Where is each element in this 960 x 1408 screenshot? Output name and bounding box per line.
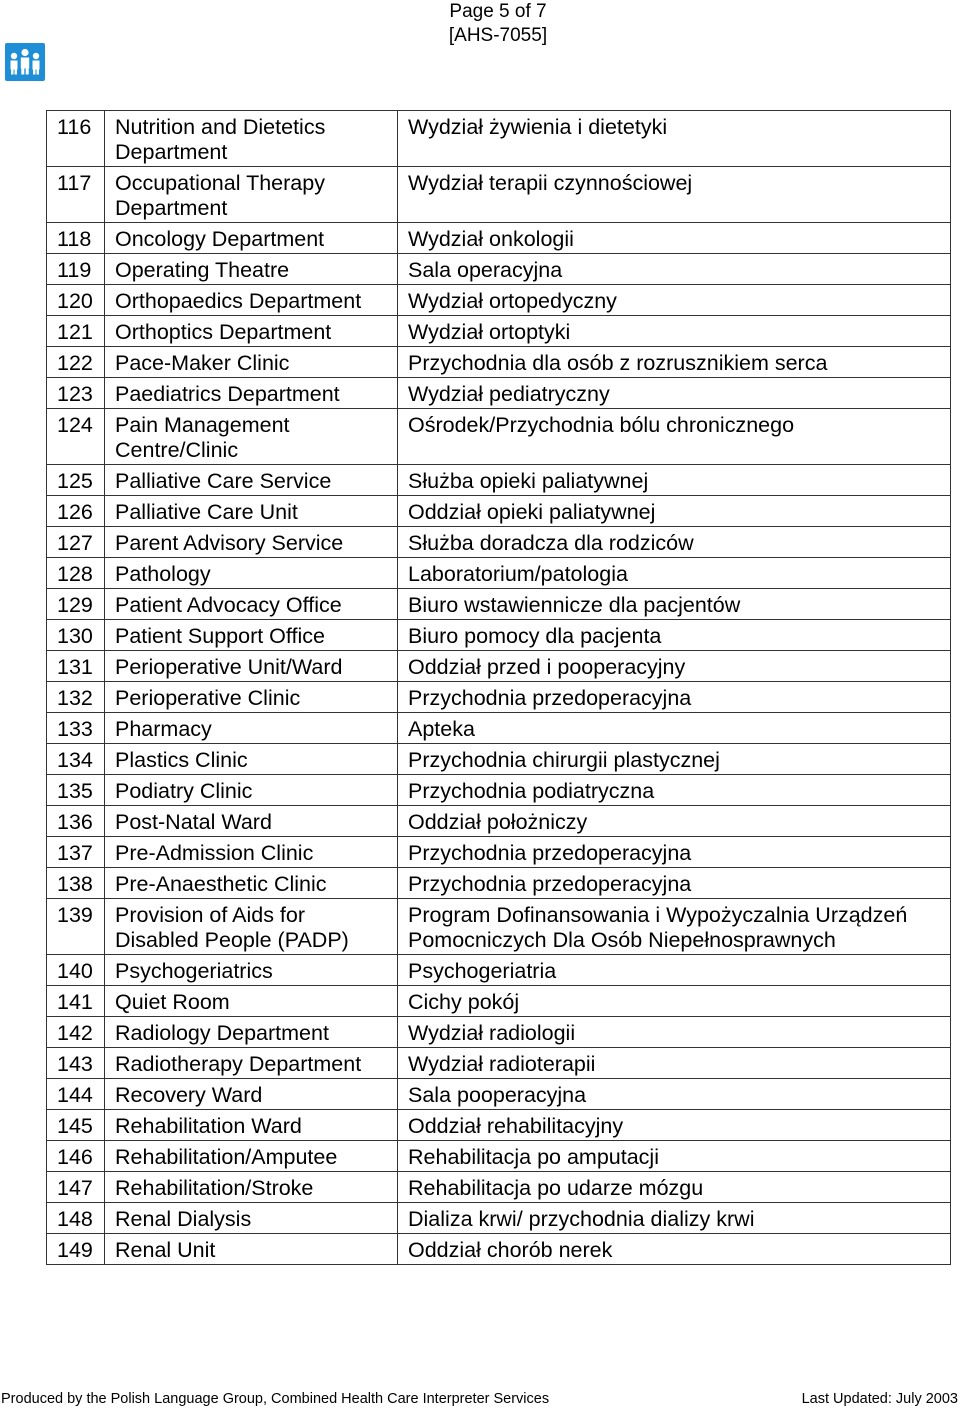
entry-number: 139 [47,899,105,955]
english-term: Orthoptics Department [105,316,398,347]
entry-number: 133 [47,713,105,744]
entry-number: 142 [47,1017,105,1048]
english-term: Paediatrics Department [105,378,398,409]
english-term: Parent Advisory Service [105,527,398,558]
table-row [47,409,951,465]
entry-number: 125 [47,465,105,496]
entry-number: 121 [47,316,105,347]
table-row [47,285,951,316]
english-term: Palliative Care Unit [105,496,398,527]
english-term: Orthopaedics Department [105,285,398,316]
table-row [47,1110,951,1141]
table-row [47,775,951,806]
polish-term: Służba doradcza dla rodziców [398,527,951,558]
english-term: Palliative Care Service [105,465,398,496]
english-term: Perioperative Clinic [105,682,398,713]
table-row [47,254,951,285]
entry-number: 126 [47,496,105,527]
english-term: Renal Unit [105,1234,398,1265]
english-term: Rehabilitation/Stroke [105,1172,398,1203]
table-row [47,1079,951,1110]
polish-term: Wydział terapii czynnościowej [398,167,951,223]
polish-term: Program Dofinansowania i Wypożyczalnia Urządzeń Pomocniczych Dla Osób Niepełnosprawnych [398,899,951,955]
footer-last-updated: Last Updated: July 2003 [801,1391,958,1407]
english-term: Oncology Department [105,223,398,254]
footer-credit: Produced by the Polish Language Group, Combined Health Care Interpreter Services [1,1391,550,1407]
table-row [47,986,951,1017]
polish-term: Laboratorium/patologia [398,558,951,589]
entry-number: 148 [47,1203,105,1234]
entry-number: 149 [47,1234,105,1265]
polish-term: Rehabilitacja po amputacji [398,1141,951,1172]
polish-term: Rehabilitacja po udarze mózgu [398,1172,951,1203]
entry-number: 123 [47,378,105,409]
organization-logo [5,43,45,81]
english-term: Post-Natal Ward [105,806,398,837]
table-row [47,1017,951,1048]
polish-term: Wydział żywienia i dietetyki [398,111,951,167]
table-row [47,682,951,713]
english-term: Podiatry Clinic [105,775,398,806]
entry-number: 132 [47,682,105,713]
english-term: Radiology Department [105,1017,398,1048]
polish-term: Apteka [398,713,951,744]
table-row [47,1172,951,1203]
polish-term: Wydział radiologii [398,1017,951,1048]
polish-term: Sala pooperacyjna [398,1079,951,1110]
polish-term: Ośrodek/Przychodnia bólu chronicznego [398,409,951,465]
table-row [47,496,951,527]
table-row [47,1141,951,1172]
entry-number: 140 [47,955,105,986]
entry-number: 143 [47,1048,105,1079]
polish-term: Wydział radioterapii [398,1048,951,1079]
table-row [47,713,951,744]
english-term: Plastics Clinic [105,744,398,775]
entry-number: 146 [47,1141,105,1172]
english-term: Perioperative Unit/Ward [105,651,398,682]
polish-term: Przychodnia przedoperacyjna [398,868,951,899]
polish-term: Przychodnia przedoperacyjna [398,682,951,713]
table-row [47,837,951,868]
entry-number: 124 [47,409,105,465]
polish-term: Przychodnia dla osób z rozrusznikiem serca [398,347,951,378]
table-row [47,347,951,378]
people-group-icon [5,43,45,81]
polish-term: Oddział rehabilitacyjny [398,1110,951,1141]
polish-term: Przychodnia chirurgii plastycznej [398,744,951,775]
english-term: Pre-Anaesthetic Clinic [105,868,398,899]
polish-term: Wydział onkologii [398,223,951,254]
entry-number: 119 [47,254,105,285]
english-term: Pathology [105,558,398,589]
english-term: Pharmacy [105,713,398,744]
english-term: Psychogeriatrics [105,955,398,986]
document-code: [AHS-7055] [448,25,548,46]
english-term: Rehabilitation/Amputee [105,1141,398,1172]
table-row [47,651,951,682]
polish-term: Psychogeriatria [398,955,951,986]
polish-term: Biuro pomocy dla pacjenta [398,620,951,651]
english-term: Operating Theatre [105,254,398,285]
entry-number: 120 [47,285,105,316]
table-row [47,589,951,620]
table-row [47,527,951,558]
table-row [47,316,951,347]
entry-number: 117 [47,167,105,223]
entry-number: 136 [47,806,105,837]
polish-term: Dializa krwi/ przychodnia dializy krwi [398,1203,951,1234]
polish-term: Oddział położniczy [398,806,951,837]
english-term: Patient Advocacy Office [105,589,398,620]
english-term: Patient Support Office [105,620,398,651]
glossary-body [47,111,951,1265]
polish-term: Oddział opieki paliatywnej [398,496,951,527]
table-row [47,465,951,496]
table-row [47,806,951,837]
entry-number: 138 [47,868,105,899]
english-term: Pain Management Centre/Clinic [105,409,398,465]
polish-term: Oddział przed i pooperacyjny [398,651,951,682]
polish-term: Wydział ortoptyki [398,316,951,347]
polish-term: Wydział ortopedyczny [398,285,951,316]
entry-number: 116 [47,111,105,167]
polish-term: Przychodnia przedoperacyjna [398,837,951,868]
english-term: Quiet Room [105,986,398,1017]
english-term: Nutrition and Dietetics Department [105,111,398,167]
polish-term: Przychodnia podiatryczna [398,775,951,806]
entry-number: 137 [47,837,105,868]
polish-term: Służba opieki paliatywnej [398,465,951,496]
english-term: Renal Dialysis [105,1203,398,1234]
table-row [47,223,951,254]
entry-number: 135 [47,775,105,806]
entry-number: 128 [47,558,105,589]
page-header [0,0,960,48]
english-term: Provision of Aids for Disabled People (PADP) [105,899,398,955]
polish-term: Cichy pokój [398,986,951,1017]
table-row [47,955,951,986]
english-term: Radiotherapy Department [105,1048,398,1079]
table-row [47,167,951,223]
table-row [47,111,951,167]
entry-number: 130 [47,620,105,651]
polish-term: Oddział chorób nerek [398,1234,951,1265]
table-row [47,1203,951,1234]
entry-number: 144 [47,1079,105,1110]
english-term: Pre-Admission Clinic [105,837,398,868]
table-row [47,620,951,651]
table-row [47,868,951,899]
english-term: Recovery Ward [105,1079,398,1110]
entry-number: 131 [47,651,105,682]
entry-number: 145 [47,1110,105,1141]
table-row [47,744,951,775]
english-term: Rehabilitation Ward [105,1110,398,1141]
entry-number: 118 [47,223,105,254]
table-row [47,558,951,589]
entry-number: 127 [47,527,105,558]
polish-term: Biuro wstawiennicze dla pacjentów [398,589,951,620]
entry-number: 147 [47,1172,105,1203]
entry-number: 129 [47,589,105,620]
table-row [47,1048,951,1079]
entry-number: 134 [47,744,105,775]
english-term: Pace-Maker Clinic [105,347,398,378]
table-row [47,899,951,955]
english-term: Occupational Therapy Department [105,167,398,223]
table-row [47,1234,951,1265]
page-number: Page 5 of 7 [449,1,547,22]
entry-number: 122 [47,347,105,378]
entry-number: 141 [47,986,105,1017]
glossary-table [46,110,951,1265]
polish-term: Sala operacyjna [398,254,951,285]
polish-term: Wydział pediatryczny [398,378,951,409]
table-row [47,378,951,409]
